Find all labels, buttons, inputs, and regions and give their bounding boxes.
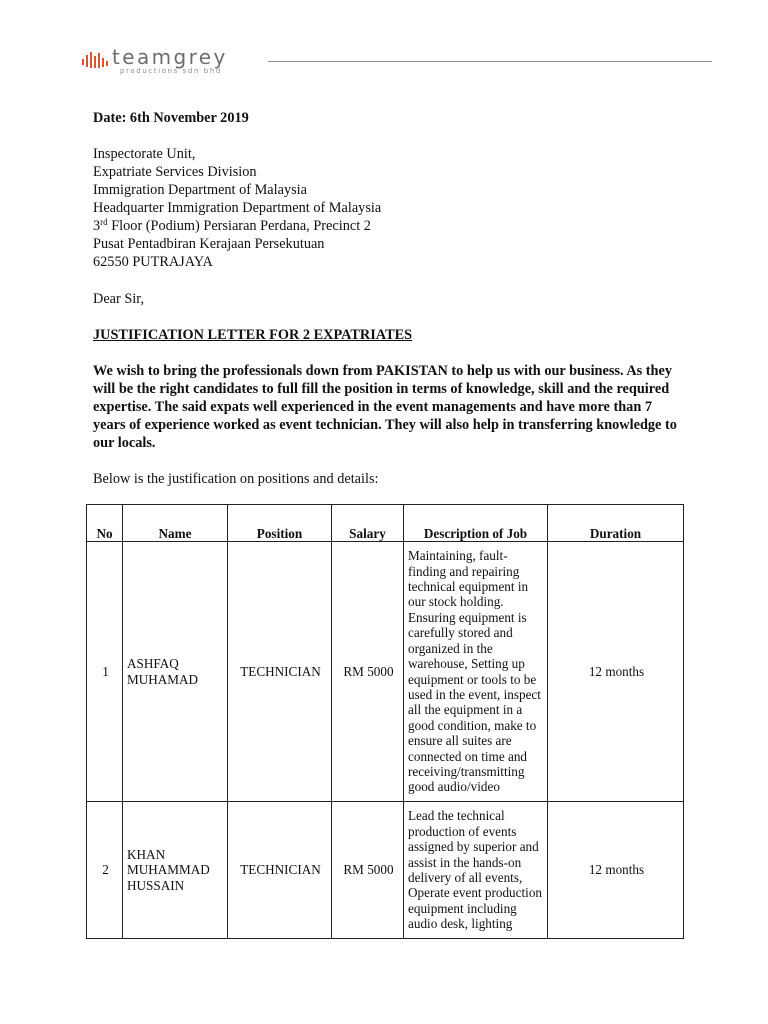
cell-duration: 12 months bbox=[548, 542, 684, 802]
cell-no: 1 bbox=[87, 542, 123, 802]
company-logo bbox=[82, 46, 272, 80]
table-row bbox=[87, 542, 684, 802]
cell-no: 2 bbox=[87, 802, 123, 939]
cell-salary: RM 5000 bbox=[332, 542, 404, 802]
floor-suffix: rd bbox=[100, 217, 108, 227]
header-position: Position bbox=[228, 505, 332, 542]
table-intro: Below is the justification on positions and details: bbox=[93, 471, 379, 487]
table-header-row bbox=[87, 505, 684, 542]
letter-date: Date: 6th November 2019 bbox=[93, 110, 249, 126]
cell-position: TECHNICIAN bbox=[228, 542, 332, 802]
logo-wordmark: teamgrey bbox=[112, 45, 228, 69]
address-line: 62550 PUTRAJAYA bbox=[93, 254, 213, 270]
cell-description bbox=[404, 542, 548, 802]
cell-duration: 12 months bbox=[548, 802, 684, 939]
address-line: Pusat Pentadbiran Kerajaan Persekutuan bbox=[93, 236, 325, 252]
cell-position: TECHNICIAN bbox=[228, 802, 332, 939]
recipient-address bbox=[93, 145, 381, 271]
letter-subject: JUSTIFICATION LETTER FOR 2 EXPATRIATES bbox=[93, 327, 413, 343]
sound-bars-icon bbox=[82, 51, 110, 69]
header-salary: Salary bbox=[332, 505, 404, 542]
body-paragraph: We wish to bring the professionals down from PAKISTAN to help us with our business. As they will be the right candidates to full fill the position in terms of knowledge, skill and the required expertise. The said expats well experienced in the event managements and have more than 7 years of experience worked as event technician. They will also help in transferring knowledge to our locals. bbox=[93, 363, 677, 451]
salutation: Dear Sir, bbox=[93, 291, 145, 307]
address-line: Inspectorate Unit, bbox=[93, 146, 196, 162]
header-no: No bbox=[87, 505, 123, 542]
header-name: Name bbox=[123, 505, 228, 542]
header-divider bbox=[268, 61, 712, 62]
cell-description bbox=[404, 802, 548, 939]
letterhead bbox=[82, 46, 712, 80]
description-text: Lead the technical production of events assigned by superior and assist in the hands-on delivery of all events, Operate event production equipment including audio desk, lighting bbox=[408, 808, 543, 932]
floor-address: Floor (Podium) Persiaran Perdana, Precinct 2 bbox=[107, 218, 371, 234]
cell-name: KHAN MUHAMMAD HUSSAIN bbox=[123, 802, 228, 939]
table-row bbox=[87, 802, 684, 939]
logo-subtext: productions sdn bhd bbox=[120, 67, 222, 75]
expatriate-table bbox=[86, 504, 684, 939]
address-line bbox=[93, 217, 381, 235]
header-description: Description of Job bbox=[404, 505, 548, 542]
cell-name: ASHFAQ MUHAMAD bbox=[123, 542, 228, 802]
address-line: Immigration Department of Malaysia bbox=[93, 182, 307, 198]
address-line: Headquarter Immigration Department of Malaysia bbox=[93, 200, 382, 216]
address-line: Expatriate Services Division bbox=[93, 164, 257, 180]
floor-number: 3 bbox=[93, 218, 101, 234]
cell-salary: RM 5000 bbox=[332, 802, 404, 939]
header-duration: Duration bbox=[548, 505, 684, 542]
description-text: Maintaining, fault-finding and repairing technical equipment in our stock holding. Ensuring equipment is carefully stored and organized in the warehouse, Setting up equipment or tools to be used in the event, inspect all the equipment in a good condition, make to ensure all suites are connected on time and receiving/transmitting good audio/video bbox=[408, 548, 541, 795]
